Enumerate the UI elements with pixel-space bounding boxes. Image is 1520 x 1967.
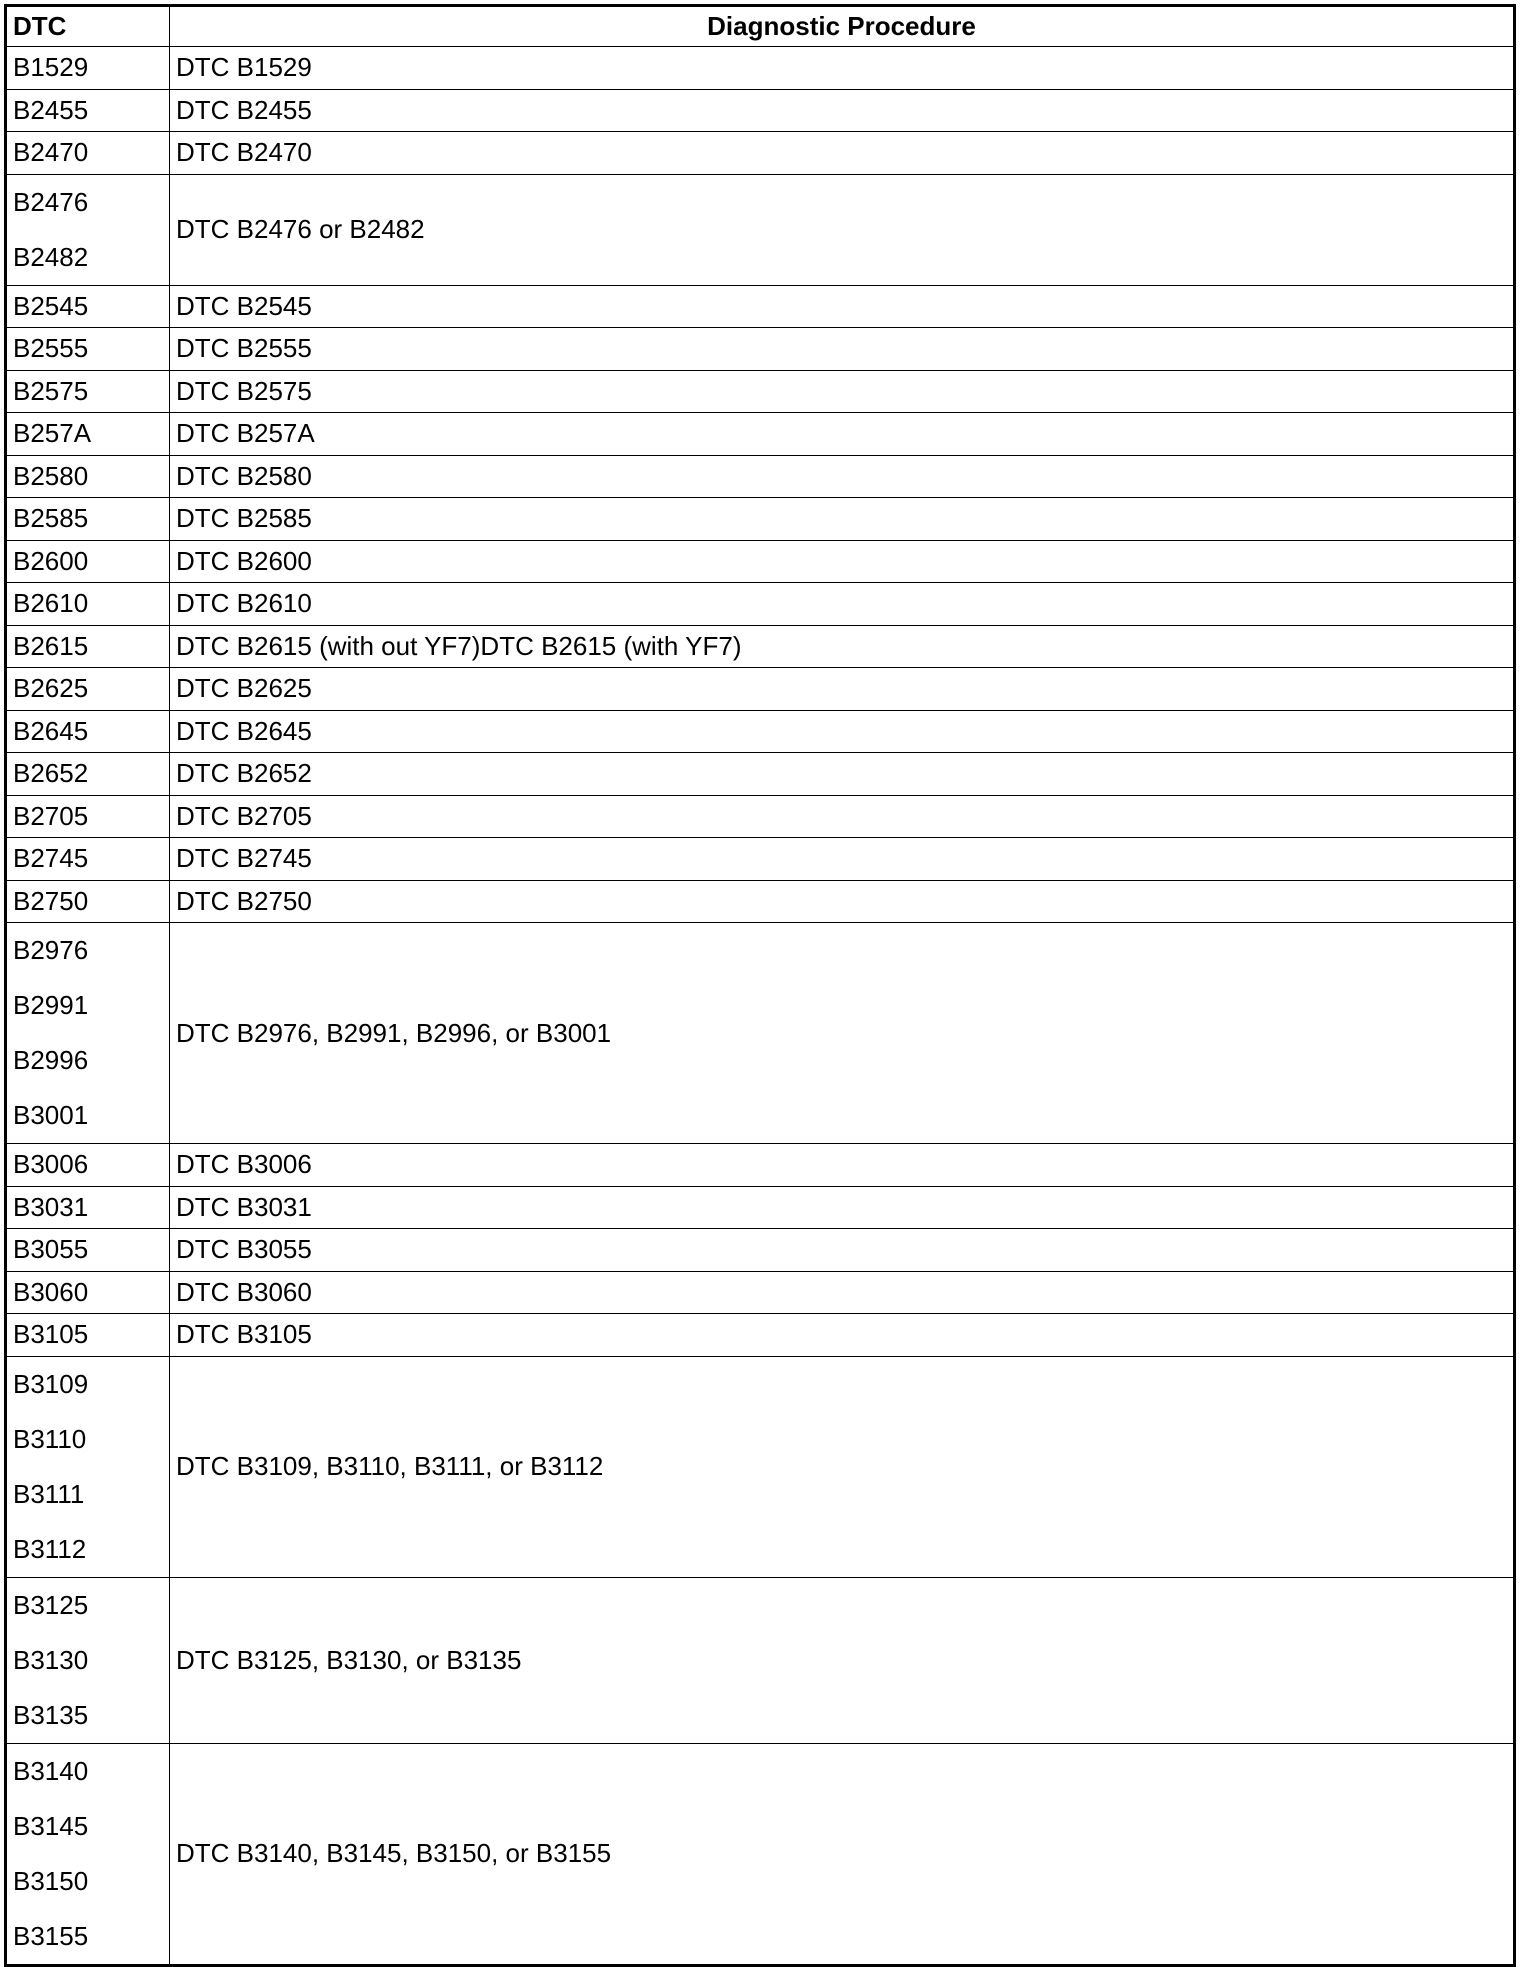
dtc-code: B3150 <box>13 1865 89 1896</box>
dtc-code: B3125 <box>13 1589 89 1620</box>
dtc-code-cell <box>6 1743 170 1965</box>
dtc-code: B2476 <box>13 186 89 217</box>
table-row <box>6 923 1515 1144</box>
dtc-code-cell: B2745 <box>6 838 170 881</box>
diagnostic-procedure-cell: DTC B2555 <box>170 328 1515 371</box>
diagnostic-procedure-cell: DTC B2545 <box>170 285 1515 328</box>
dtc-code: B3111 <box>13 1478 85 1509</box>
table-row <box>6 1743 1515 1965</box>
diagnostic-procedure-cell: DTC B3055 <box>170 1229 1515 1272</box>
table-row <box>6 285 1515 328</box>
table-row <box>6 1186 1515 1229</box>
table-row <box>6 753 1515 796</box>
dtc-code-cell: B1529 <box>6 47 170 90</box>
dtc-code-cell: B2705 <box>6 795 170 838</box>
table-row <box>6 540 1515 583</box>
diagnostic-procedure-cell: DTC B3109, B3110, B3111, or B3112 <box>170 1356 1515 1577</box>
diagnostic-procedure-cell: DTC B3105 <box>170 1314 1515 1357</box>
table-row <box>6 328 1515 371</box>
dtc-code: B2996 <box>13 1045 89 1075</box>
diagnostic-procedure-cell: DTC B2645 <box>170 710 1515 753</box>
diagnostic-procedure-cell: DTC B257A <box>170 413 1515 456</box>
table-row <box>6 795 1515 838</box>
table-row <box>6 710 1515 753</box>
dtc-code: B3109 <box>13 1368 89 1399</box>
diagnostic-procedure-cell: DTC B2610 <box>170 583 1515 626</box>
dtc-code-cell: B257A <box>6 413 170 456</box>
dtc-code-cell: B2580 <box>6 455 170 498</box>
table-row <box>6 1356 1515 1577</box>
diagnostic-procedure-cell: DTC B2585 <box>170 498 1515 541</box>
table-body <box>6 47 1515 1966</box>
table-row <box>6 1271 1515 1314</box>
table-row <box>6 838 1515 881</box>
table-row <box>6 583 1515 626</box>
diagnostic-procedure-cell: DTC B2976, B2991, B2996, or B3001 <box>170 923 1515 1144</box>
dtc-code: B2991 <box>13 990 89 1020</box>
dtc-code: B2976 <box>13 935 89 965</box>
table-row <box>6 1577 1515 1743</box>
dtc-table <box>4 4 1516 1967</box>
table-row <box>6 89 1515 132</box>
diagnostic-procedure-cell: DTC B2575 <box>170 370 1515 413</box>
diagnostic-procedure-cell: DTC B1529 <box>170 47 1515 90</box>
table-row <box>6 1229 1515 1272</box>
diagnostic-procedure-cell: DTC B2615 (with out YF7)DTC B2615 (with YF7) <box>170 625 1515 668</box>
table-row <box>6 174 1515 285</box>
dtc-code: B3112 <box>13 1533 87 1564</box>
header-diagnostic-procedure: Diagnostic Procedure <box>170 6 1515 47</box>
diagnostic-procedure-cell: DTC B3060 <box>170 1271 1515 1314</box>
dtc-code: B3145 <box>13 1810 89 1841</box>
dtc-code-cell: B2610 <box>6 583 170 626</box>
diagnostic-procedure-cell: DTC B2470 <box>170 132 1515 175</box>
dtc-code-cell: B3006 <box>6 1144 170 1187</box>
diagnostic-procedure-cell: DTC B2476 or B2482 <box>170 174 1515 285</box>
diagnostic-procedure-cell: DTC B3031 <box>170 1186 1515 1229</box>
diagnostic-procedure-cell: DTC B3125, B3130, or B3135 <box>170 1577 1515 1743</box>
diagnostic-procedure-cell: DTC B2625 <box>170 668 1515 711</box>
dtc-code-cell: B2575 <box>6 370 170 413</box>
dtc-code-cell <box>6 174 170 285</box>
dtc-code-cell: B2455 <box>6 89 170 132</box>
dtc-code-cell: B2555 <box>6 328 170 371</box>
table-row <box>6 455 1515 498</box>
diagnostic-procedure-cell: DTC B2750 <box>170 880 1515 923</box>
dtc-code-cell: B2585 <box>6 498 170 541</box>
dtc-code-cell <box>6 1356 170 1577</box>
dtc-code-cell: B2615 <box>6 625 170 668</box>
table-row <box>6 625 1515 668</box>
dtc-code-cell <box>6 923 170 1144</box>
dtc-code-cell: B3031 <box>6 1186 170 1229</box>
dtc-code-cell: B2600 <box>6 540 170 583</box>
dtc-code: B3135 <box>13 1699 89 1730</box>
dtc-code-cell: B2470 <box>6 132 170 175</box>
diagnostic-procedure-cell: DTC B2580 <box>170 455 1515 498</box>
table-row <box>6 880 1515 923</box>
dtc-code-cell: B2645 <box>6 710 170 753</box>
dtc-code-cell: B3055 <box>6 1229 170 1272</box>
dtc-code: B2482 <box>13 241 89 272</box>
diagnostic-procedure-cell: DTC B2705 <box>170 795 1515 838</box>
header-dtc: DTC <box>6 6 170 47</box>
dtc-code-cell: B2625 <box>6 668 170 711</box>
table-row <box>6 413 1515 456</box>
diagnostic-procedure-cell: DTC B2652 <box>170 753 1515 796</box>
dtc-code-cell <box>6 1577 170 1743</box>
diagnostic-procedure-cell: DTC B2455 <box>170 89 1515 132</box>
dtc-code-cell: B2545 <box>6 285 170 328</box>
diagnostic-procedure-cell: DTC B3140, B3145, B3150, or B3155 <box>170 1743 1515 1965</box>
diagnostic-procedure-cell: DTC B2600 <box>170 540 1515 583</box>
table-row <box>6 370 1515 413</box>
table-header-row <box>6 6 1515 47</box>
table-row <box>6 1314 1515 1357</box>
table-row <box>6 498 1515 541</box>
dtc-code: B3140 <box>13 1755 89 1786</box>
table-row <box>6 47 1515 90</box>
dtc-code-cell: B2652 <box>6 753 170 796</box>
dtc-code-cell: B3105 <box>6 1314 170 1357</box>
dtc-code-cell: B2750 <box>6 880 170 923</box>
table-row <box>6 1144 1515 1187</box>
dtc-code: B3155 <box>13 1920 89 1951</box>
table-row <box>6 668 1515 711</box>
dtc-code: B3001 <box>13 1100 89 1130</box>
diagnostic-procedure-cell: DTC B3006 <box>170 1144 1515 1187</box>
dtc-code: B3110 <box>13 1423 87 1454</box>
table-row <box>6 132 1515 175</box>
dtc-code: B3130 <box>13 1644 89 1675</box>
diagnostic-procedure-cell: DTC B2745 <box>170 838 1515 881</box>
dtc-code-cell: B3060 <box>6 1271 170 1314</box>
